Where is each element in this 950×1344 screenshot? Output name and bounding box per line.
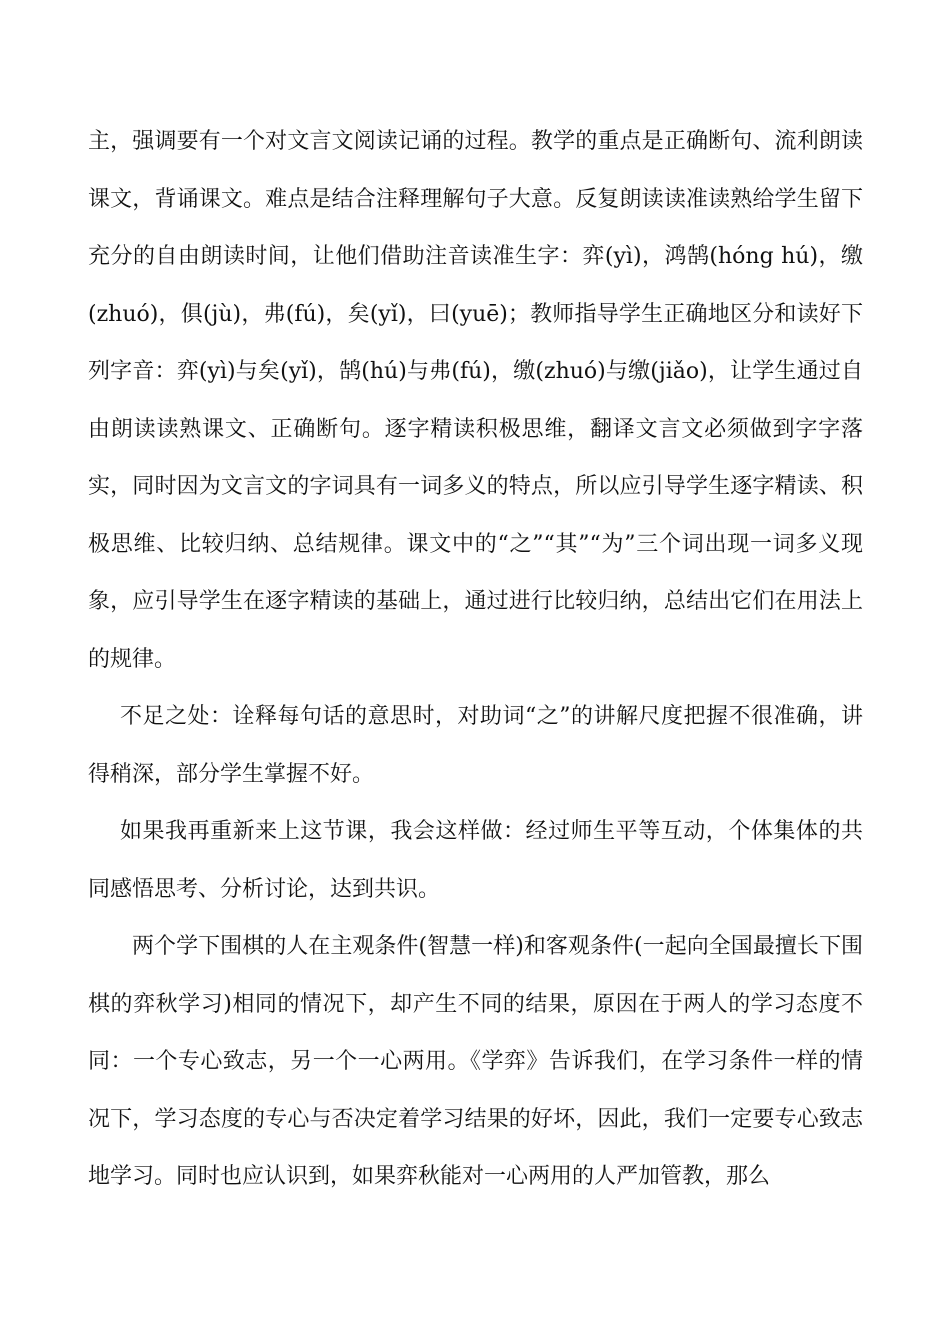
paragraph-improvement: 如果我再重新来上这节课，我会这样做：经过师生平等互动，个体集体的共同感悟思考、分析讨论，达到共识。 [88,819,863,902]
paragraph-shortcomings: 不足之处：诠释每句话的意思时，对助词“之”的讲解尺度把握不很准确，讲得稍深，部分学生掌握不好。 [88,704,863,787]
paragraph-lesson-moral: 两个学下围棋的人在主观条件(智慧一样)和客观条件(一起向全国最擅长下围棋的弈秋学习)相同的情况下，却产生不同的结果，原因在于两人的学习态度不同：一个专心致志，另一个一心两用。《学弈》告诉我们，在学习条件一样的情况下，学习态度的专心与否决定着学习结果的好坏，因此，我们一定要专心致志地学习。同时也应认识到，如果弈秋能对一心两用的人严加管教，那么 [88,934,863,1189]
document-page [88,113,863,1206]
paragraph-teaching-focus: 主，强调要有一个对文言文阅读记诵的过程。教学的重点是正确断句、流利朗读课文，背诵课文。难点是结合注释理解句子大意。反复朗读读准读熟给学生留下充分的自由朗读时间，让他们借助注音读准生字：弈(yì)，鸿鹄(hóng hú)，缴(zhuó)，俱(jù)，弗(fú)，矣(yǐ)，曰(yuē)；教师指导学生正确地区分和读好下列字音：弈(yì)与矣(yǐ)，鹄(hú)与弗(fú)，缴(zhuó)与缴(jiǎo)，让学生通过自由朗读读熟课文、正确断句。逐字精读积极思维，翻译文言文必须做到字字落实，同时因为文言文的字词具有一词多义的特点，所以应引导学生逐字精读、积极思维、比较归纳、总结规律。课文中的“之”“其”“为”三个词出现一词多义现象，应引导学生在逐字精读的基础上，通过进行比较归纳，总结出它们在用法上的规律。 [88,129,863,672]
